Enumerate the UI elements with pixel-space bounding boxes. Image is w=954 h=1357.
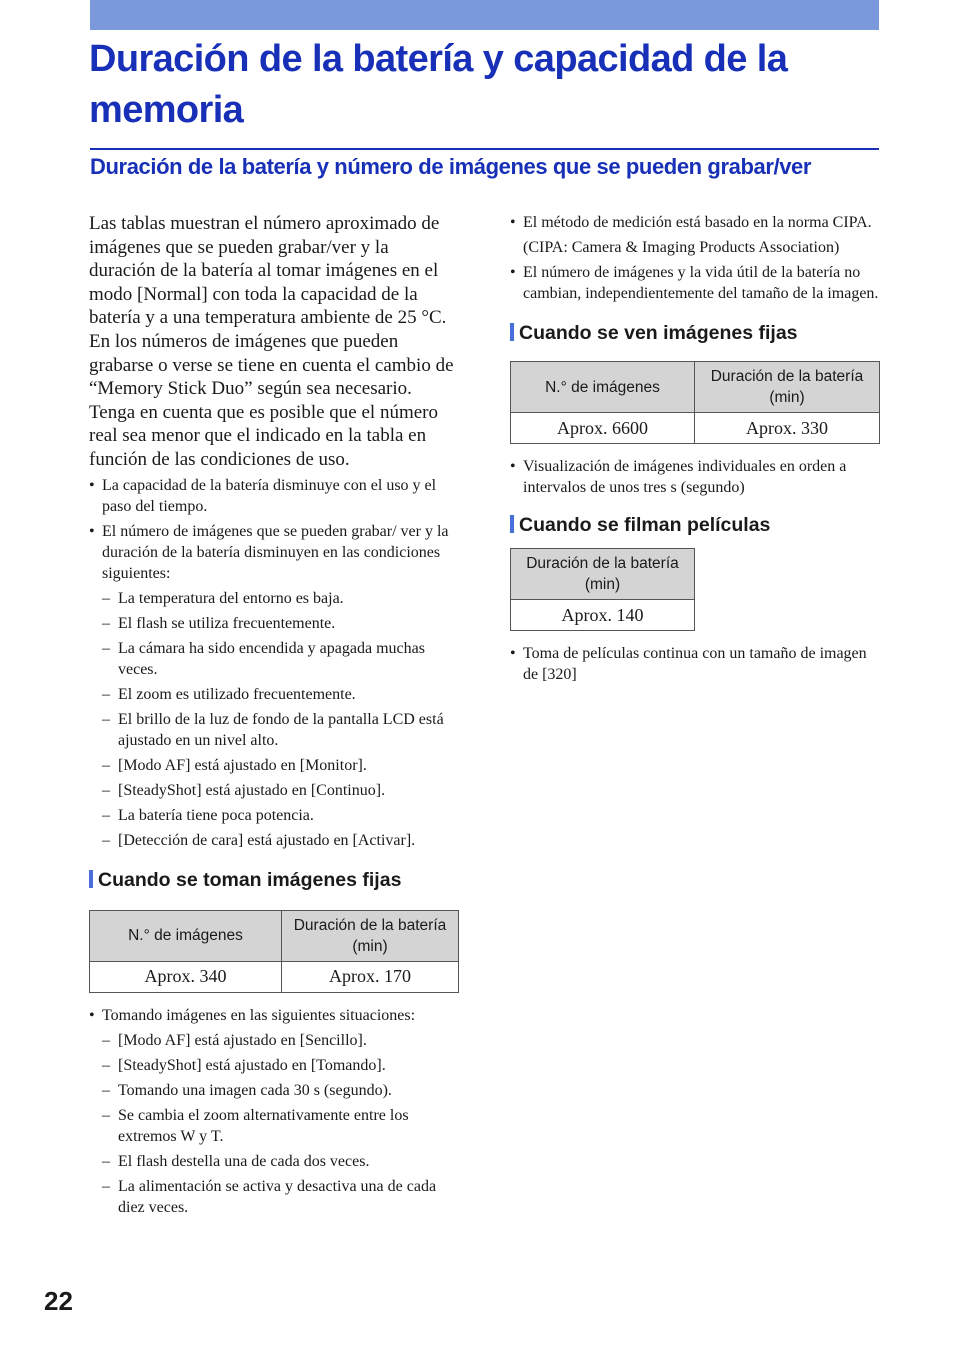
- list-item: – La alimentación se activa y desactiva una de cada diez veces.: [89, 1176, 459, 1218]
- heading-marker: [510, 515, 514, 533]
- conditions-list: [89, 588, 459, 851]
- shooting-table: [89, 910, 459, 993]
- table-header-row: [90, 910, 459, 961]
- list-item: • Toma de películas continua con un tamaño de imagen de [320]: [510, 643, 880, 685]
- intro-paragraph: Las tablas muestran el número aproximado de imágenes que se pueden grabar/ver y la duración de la batería al tomar imágenes en el modo [Normal] con toda la capacidad de la batería y a una temperatura ambiente de 25 °C. En los números de imágenes que pueden grabarse o verse se tiene en cuenta el cambio de “Memory Stick Duo” según sea necesario.: [89, 213, 454, 400]
- list-item: – El flash se utiliza frecuentemente.: [89, 613, 459, 634]
- header-color-bar: [90, 0, 879, 30]
- list-item: • La capacidad de la batería disminuye con el uso y el paso del tiempo.: [89, 475, 459, 517]
- list-item: • Visualización de imágenes individuales en orden a intervalos de unos tres s (segundo): [510, 456, 880, 498]
- heading-marker: [510, 323, 514, 341]
- column-header-battery: Duración de la batería (min): [511, 549, 695, 600]
- table-row: [511, 600, 695, 631]
- list-item: • El número de imágenes y la vida útil de la batería no cambian, independientemente del tamaño de la imagen.: [510, 262, 880, 304]
- list-item: – El zoom es utilizado frecuentemente.: [89, 684, 459, 705]
- list-item: – El flash destella una de cada dos veces.: [89, 1151, 459, 1172]
- section-title: Duración de la batería y número de imágenes que se pueden grabar/ver: [90, 154, 812, 179]
- movies-heading: Cuando se filman películas: [510, 512, 880, 538]
- table-row: [90, 961, 459, 992]
- list-item: – [Detección de cara] está ajustado en [Activar].: [89, 830, 459, 851]
- viewing-table: [510, 361, 880, 444]
- intro-note-paragraph: Tenga en cuenta que es posible que el número real sea menor que el indicado en la tabla en función de las condiciones de uso.: [89, 401, 438, 470]
- list-item: – La temperatura del entorno es baja.: [89, 588, 459, 609]
- battery-value: Aprox. 170: [282, 961, 459, 992]
- list-item: – La cámara ha sido encendida y apagada muchas veces.: [89, 638, 459, 680]
- shooting-notes-list: [89, 1005, 459, 1026]
- title-divider: [90, 148, 879, 150]
- list-item: – [Modo AF] está ajustado en [Monitor].: [89, 755, 459, 776]
- shooting-heading: Cuando se toman imágenes fijas: [89, 867, 459, 893]
- left-column: [89, 212, 459, 1218]
- page-title: Duración de la batería y capacidad de la memoria: [89, 38, 788, 131]
- table-row: [511, 413, 880, 444]
- viewing-heading: Cuando se ven imágenes fijas: [510, 320, 880, 346]
- list-item: – [Modo AF] está ajustado en [Sencillo].: [89, 1030, 459, 1051]
- list-item: – [SteadyShot] está ajustado en [Tomando].: [89, 1055, 459, 1076]
- images-value: Aprox. 340: [90, 961, 282, 992]
- list-item: • El método de medición está basado en la norma CIPA. (CIPA: Camera & Imaging Products Association): [510, 212, 880, 258]
- table-header-row: [511, 362, 880, 413]
- images-value: Aprox. 6600: [511, 413, 695, 444]
- column-header-battery: Duración de la batería (min): [695, 362, 880, 413]
- column-header-images: N.° de imágenes: [511, 362, 695, 413]
- battery-value: Aprox. 140: [511, 600, 695, 631]
- list-item: – El brillo de la luz de fondo de la pantalla LCD está ajustado en un nivel alto.: [89, 709, 459, 751]
- measurement-notes-list: [510, 212, 880, 304]
- heading-marker: [89, 870, 93, 888]
- movies-notes-list: [510, 643, 880, 685]
- cipa-note: (CIPA: Camera & Imaging Products Association): [523, 239, 840, 256]
- right-column: [510, 212, 880, 685]
- list-item: – Se cambia el zoom alternativamente entre los extremos W y T.: [89, 1105, 459, 1147]
- movies-table: [510, 548, 695, 631]
- list-item: – [SteadyShot] está ajustado en [Continuo].: [89, 780, 459, 801]
- list-item: • El número de imágenes que se pueden grabar/ ver y la duración de la batería disminuyen en las condiciones siguientes:: [89, 521, 459, 584]
- viewing-notes-list: [510, 456, 880, 498]
- column-header-battery: Duración de la batería (min): [282, 910, 459, 961]
- battery-value: Aprox. 330: [695, 413, 880, 444]
- column-header-images: N.° de imágenes: [90, 910, 282, 961]
- list-item: • Tomando imágenes en las siguientes situaciones:: [89, 1005, 459, 1026]
- battery-notes-list: [89, 475, 459, 584]
- list-item: – La batería tiene poca potencia.: [89, 805, 459, 826]
- page-number: 22: [44, 1286, 73, 1316]
- list-item: – Tomando una imagen cada 30 s (segundo).: [89, 1080, 459, 1101]
- situations-list: [89, 1030, 459, 1218]
- table-header-row: [511, 549, 695, 600]
